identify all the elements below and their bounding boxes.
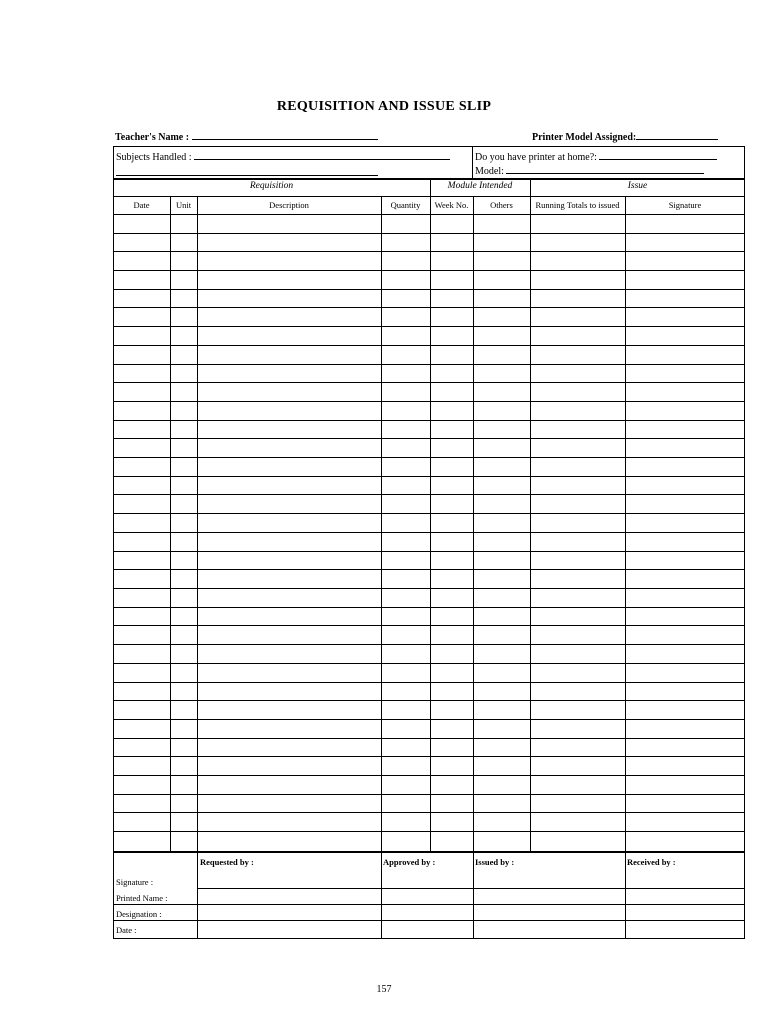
received-by-label: Received by : bbox=[627, 857, 676, 867]
table-row-line bbox=[113, 233, 745, 234]
footer-col-line-2 bbox=[381, 852, 382, 939]
col-header-signature: Signature bbox=[668, 200, 702, 210]
printer-model-label: Printer Model Assigned: bbox=[532, 132, 637, 143]
col-header-description: Description bbox=[269, 200, 309, 210]
footer-row-line-1 bbox=[197, 888, 745, 889]
table-row-line bbox=[113, 569, 745, 570]
table-row-line bbox=[113, 588, 745, 589]
table-row-line bbox=[113, 270, 745, 271]
section-module-intended: Module Intended bbox=[447, 181, 513, 191]
table-row-line bbox=[113, 438, 745, 439]
table-column-line bbox=[530, 196, 531, 851]
table-row-line bbox=[113, 663, 745, 664]
requested-by-label: Requested by : bbox=[200, 857, 254, 867]
table-row-line bbox=[113, 719, 745, 720]
approved-by-label: Approved by : bbox=[383, 857, 436, 867]
table-column-line bbox=[430, 196, 431, 851]
table-row-line bbox=[113, 532, 745, 533]
section-requisition: Requisition bbox=[249, 181, 294, 191]
col-header-unit: Unit bbox=[175, 200, 192, 210]
table-row-line bbox=[113, 794, 745, 795]
table-row-line bbox=[113, 382, 745, 383]
date-label: Date : bbox=[116, 925, 137, 935]
table-row-line bbox=[113, 644, 745, 645]
signature-label: Signature : bbox=[116, 877, 154, 887]
subjects-label: Subjects Handled : bbox=[116, 152, 192, 163]
table-row-line bbox=[113, 831, 745, 832]
table-row-line bbox=[113, 420, 745, 421]
model-label: Model: bbox=[475, 166, 504, 177]
table-row-line bbox=[113, 513, 745, 514]
table-row-line bbox=[113, 775, 745, 776]
table-row-line bbox=[113, 345, 745, 346]
issued-by-label: Issued by : bbox=[475, 857, 515, 867]
footer-row-line-3 bbox=[113, 920, 745, 921]
footer-col-line-3 bbox=[473, 852, 474, 939]
table-row-line bbox=[113, 364, 745, 365]
table-row-line bbox=[113, 551, 745, 552]
table-row-line bbox=[113, 700, 745, 701]
table-row-line bbox=[113, 476, 745, 477]
table-column-line bbox=[625, 196, 626, 851]
table-row-line bbox=[113, 682, 745, 683]
table-row-line bbox=[113, 494, 745, 495]
designation-label: Designation : bbox=[116, 909, 162, 919]
printer-home-label: Do you have printer at home?: bbox=[475, 152, 597, 163]
col-header-date: Date bbox=[133, 200, 150, 210]
table-row-line bbox=[113, 738, 745, 739]
teacher-name-label: Teacher's Name : bbox=[115, 132, 190, 143]
footer-col-line-4 bbox=[625, 852, 626, 939]
table-row-line bbox=[113, 326, 745, 327]
table-row-line bbox=[113, 307, 745, 308]
col-header-week-no: Week No. bbox=[434, 200, 469, 210]
footer-row-line-2 bbox=[113, 904, 745, 905]
page-number: 157 bbox=[376, 984, 392, 995]
table-row-line bbox=[113, 401, 745, 402]
printed-name-label: Printed Name : bbox=[116, 893, 168, 903]
col-header-running-totals: Running Totals to issued bbox=[535, 200, 620, 210]
col-header-others: Others bbox=[490, 200, 513, 210]
table-row-line bbox=[113, 289, 745, 290]
table-row-line bbox=[113, 812, 745, 813]
table-row-line bbox=[113, 756, 745, 757]
footer-col-line-1 bbox=[197, 852, 198, 939]
table-row-line bbox=[113, 457, 745, 458]
table-column-line bbox=[170, 196, 171, 851]
table-row-line bbox=[113, 607, 745, 608]
footer-top-border bbox=[113, 851, 745, 853]
col-header-quantity: Quantity bbox=[390, 200, 421, 210]
table-column-line bbox=[197, 196, 198, 851]
table-row-line bbox=[113, 251, 745, 252]
table-column-line bbox=[381, 196, 382, 851]
table-column-line bbox=[473, 196, 474, 851]
page-title: REQUISITION AND ISSUE SLIP bbox=[276, 99, 492, 114]
section-issue: Issue bbox=[627, 181, 648, 191]
table-row-line bbox=[113, 625, 745, 626]
